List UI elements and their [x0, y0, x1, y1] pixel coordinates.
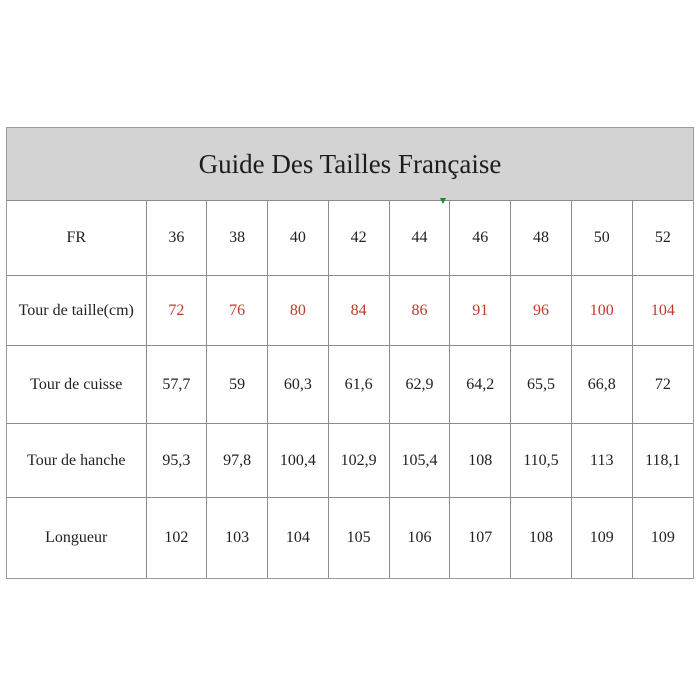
table-cell: 105,4	[389, 424, 450, 498]
row-label: Tour de hanche	[7, 424, 146, 498]
table-cell: 91	[450, 276, 511, 346]
table-cell: 50	[571, 201, 632, 276]
row-label: Longueur	[7, 498, 146, 579]
row-label: Tour de cuisse	[7, 346, 146, 424]
table-cell: 108	[450, 424, 511, 498]
table-cell: 107	[450, 498, 511, 579]
row-label: Tour de taille(cm)	[7, 276, 146, 346]
table-cell: 64,2	[450, 346, 511, 424]
table-cell: 104	[632, 276, 693, 346]
table-cell: 97,8	[207, 424, 268, 498]
table-cell: 84	[328, 276, 389, 346]
table-cell: 102,9	[328, 424, 389, 498]
table-cell: 60,3	[268, 346, 329, 424]
table-cell: 102	[146, 498, 207, 579]
size-table	[7, 201, 693, 578]
table-cell: 106	[389, 498, 450, 579]
table-cell: 80	[268, 276, 329, 346]
table-cell: 66,8	[571, 346, 632, 424]
table-cell: 72	[146, 276, 207, 346]
table-cell: 103	[207, 498, 268, 579]
table-cell: 62,9	[389, 346, 450, 424]
table-row	[7, 346, 693, 424]
table-cell: 48	[511, 201, 572, 276]
table-cell: 108	[511, 498, 572, 579]
table-cell: 59	[207, 346, 268, 424]
size-chart-title: Guide Des Tailles Française	[7, 128, 693, 201]
table-row	[7, 201, 693, 276]
table-cell: 57,7	[146, 346, 207, 424]
table-cell: 113	[571, 424, 632, 498]
table-cell: 105	[328, 498, 389, 579]
table-row	[7, 498, 693, 579]
table-cell: 109	[632, 498, 693, 579]
table-cell: 36	[146, 201, 207, 276]
table-cell: 52	[632, 201, 693, 276]
table-row	[7, 276, 693, 346]
table-cell: 40	[268, 201, 329, 276]
table-row	[7, 424, 693, 498]
table-cell: 42	[328, 201, 389, 276]
table-cell: 38	[207, 201, 268, 276]
table-cell: 95,3	[146, 424, 207, 498]
table-cell: 72	[632, 346, 693, 424]
table-cell: 46	[450, 201, 511, 276]
table-cell: 76	[207, 276, 268, 346]
table-cell: 104	[268, 498, 329, 579]
size-chart	[6, 127, 694, 579]
table-cell: 65,5	[511, 346, 572, 424]
table-cell: 86	[389, 276, 450, 346]
table-cell: 109	[571, 498, 632, 579]
table-cell: 61,6	[328, 346, 389, 424]
table-cell: 44	[389, 201, 450, 276]
table-cell: 96	[511, 276, 572, 346]
green-marker	[440, 198, 446, 204]
table-cell: 110,5	[511, 424, 572, 498]
size-table-body	[7, 201, 693, 578]
table-cell: 100,4	[268, 424, 329, 498]
table-cell: 118,1	[632, 424, 693, 498]
row-label: FR	[7, 201, 146, 276]
table-cell: 100	[571, 276, 632, 346]
